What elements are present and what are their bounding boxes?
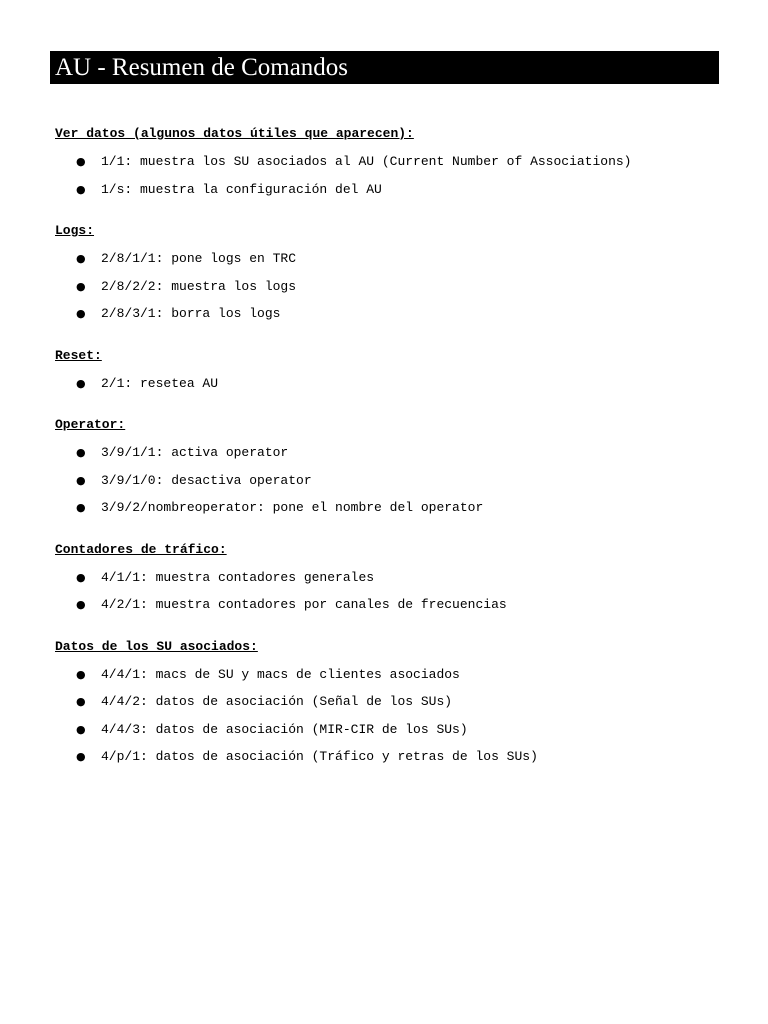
bullet-icon: ● [76,695,86,708]
list-item [55,716,735,744]
list-item [55,176,735,204]
section-reset [55,342,735,398]
bullet-icon: ● [76,667,86,681]
section-gap [55,397,735,411]
bullet-icon: ● [76,155,86,168]
item-text: 3/9/2/nombreoperator: pone el nombre del operator [101,500,484,515]
bullet-icon: ● [76,473,86,487]
list-item [55,494,735,522]
item-text: 4/1/1: muestra contadores generales [101,569,375,585]
section-heading: Logs: [55,223,95,238]
list-item [55,439,735,467]
section-heading: Ver datos (algunos datos útiles que aparecen): [55,126,414,141]
section-gap [55,328,735,342]
list-item [55,743,735,771]
command-list [55,148,735,203]
section-gap [55,522,735,536]
item-text: 4/p/1: datos de asociación (Tráfico y retras de los SUs) [101,749,538,764]
list-item [55,467,735,495]
list-item [55,688,735,716]
section-heading: Datos de los SU asociados: [55,638,258,654]
item-text: 3/9/1/1: activa operator [101,445,289,460]
list-item [55,591,735,619]
bullet-icon: ● [76,279,86,293]
item-text: 2/8/3/1: borra los logs [101,306,281,321]
bullet-icon: ● [76,570,86,584]
command-list [55,564,735,619]
bullet-icon: ● [76,598,86,611]
item-text: 4/4/3: datos de asociación (MIR-CIR de los SUs) [101,721,468,737]
section-heading: Operator: [55,417,126,432]
bullet-icon: ● [76,501,86,514]
section-ver-datos [55,120,735,203]
section-operator [55,411,735,522]
item-text: 2/1: resetea AU [101,375,219,391]
command-list [55,245,735,328]
item-text: 2/8/1/1: pone logs en TRC [101,251,297,266]
section-gap [55,203,735,217]
bullet-icon: ● [76,307,86,320]
bullet-icon: ● [76,446,86,459]
item-text: 1/s: muestra la configuración del AU [101,181,382,197]
item-text: 1/1: muestra los SU asociados al AU (Current Number of Associations) [101,154,632,169]
section-contadores [55,536,735,619]
bullet-icon: ● [76,376,86,390]
section-gap [55,619,735,633]
command-list [55,370,735,398]
title-bar [50,51,719,84]
page-title: AU - Resumen de Comandos [55,54,349,81]
bullet-icon: ● [76,252,86,265]
list-item [55,661,735,689]
bullet-icon: ● [76,722,86,736]
list-item [55,564,735,592]
document-body [55,120,735,771]
list-item [55,148,735,176]
section-heading: Contadores de tráfico: [55,541,227,557]
list-item [55,245,735,273]
list-item [55,370,735,398]
command-list [55,661,735,771]
item-text: 2/8/2/2: muestra los logs [101,278,297,294]
item-text: 4/4/1: macs de SU y macs de clientes asociados [101,666,460,682]
command-list [55,439,735,522]
section-heading: Reset: [55,347,102,363]
item-text: 3/9/1/0: desactiva operator [101,472,312,488]
section-datos-su [55,633,735,771]
item-text: 4/4/2: datos de asociación (Señal de los SUs) [101,694,453,709]
bullet-icon: ● [76,182,86,196]
bullet-icon: ● [76,750,86,763]
list-item [55,273,735,301]
item-text: 4/2/1: muestra contadores por canales de frecuencias [101,597,507,612]
section-logs [55,217,735,328]
list-item [55,300,735,328]
